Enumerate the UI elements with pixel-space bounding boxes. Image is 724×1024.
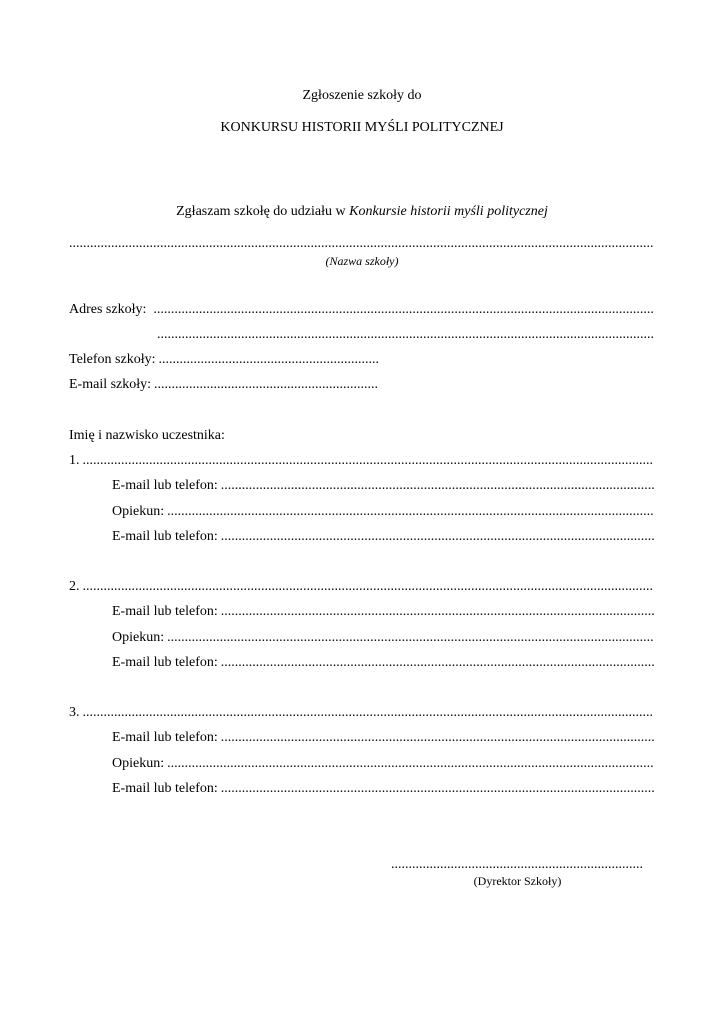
participant-3-number: 3. bbox=[69, 705, 80, 720]
form-title-line1: Zgłoszenie szkoły do bbox=[302, 88, 422, 103]
participant-1-name-field[interactable] bbox=[83, 452, 655, 470]
participant-3-name-field[interactable] bbox=[83, 704, 655, 722]
participant-1-guardian-row bbox=[112, 503, 654, 521]
intro-text: Zgłaszam szkołę do udziału w bbox=[176, 204, 350, 219]
participant-2-contact-field[interactable] bbox=[221, 603, 654, 621]
address-label: Adres szkoły: bbox=[69, 302, 147, 317]
director-signature-caption: (Dyrektor Szkoły) bbox=[473, 874, 562, 888]
participant-2-guardian-row bbox=[112, 629, 654, 647]
form-title-line2: KONKURSU HISTORII MYŚLI POLITYCZNEJ bbox=[220, 120, 504, 135]
email-field[interactable] bbox=[154, 376, 379, 394]
participant-2-guardian-field[interactable] bbox=[167, 629, 654, 647]
participant-3-contact-label: E-mail lub telefon: bbox=[112, 730, 218, 745]
participants-heading: Imię i nazwisko uczestnika: bbox=[69, 428, 225, 443]
participant-1-guardian-contact-label: E-mail lub telefon: bbox=[112, 529, 218, 544]
phone-label: Telefon szkoły: bbox=[69, 352, 156, 367]
participant-2-name-field[interactable] bbox=[83, 578, 655, 596]
participant-2-guardian-contact-label: E-mail lub telefon: bbox=[112, 655, 218, 670]
participant-2-guardian-label: Opiekun: bbox=[112, 630, 165, 645]
email-row bbox=[69, 376, 379, 394]
participant-1-row bbox=[69, 452, 654, 470]
participant-3-guardian-contact-field[interactable] bbox=[221, 780, 654, 798]
participant-3-contact-row bbox=[112, 729, 654, 747]
participant-3-guardian-row bbox=[112, 755, 654, 773]
participant-1-contact-row bbox=[112, 477, 654, 495]
participant-3-guardian-contact-label: E-mail lub telefon: bbox=[112, 781, 218, 796]
participant-2-number: 2. bbox=[69, 579, 80, 594]
participant-3-guardian-label: Opiekun: bbox=[112, 756, 165, 771]
email-label: E-mail szkoły: bbox=[69, 377, 152, 392]
intro-sentence bbox=[0, 203, 724, 221]
address-row bbox=[69, 301, 654, 319]
participant-2-guardian-contact-field[interactable] bbox=[221, 654, 654, 672]
participant-1-guardian-contact-row bbox=[112, 528, 654, 546]
participant-3-guardian-contact-row bbox=[112, 780, 654, 798]
address-field-line1[interactable] bbox=[153, 301, 654, 319]
participant-1-guardian-field[interactable] bbox=[167, 503, 654, 521]
participant-1-contact-label: E-mail lub telefon: bbox=[112, 478, 218, 493]
participant-1-number: 1. bbox=[69, 453, 80, 468]
participant-2-contact-row bbox=[112, 603, 654, 621]
participant-3-contact-field[interactable] bbox=[221, 729, 654, 747]
participant-2-guardian-contact-row bbox=[112, 654, 654, 672]
intro-competition-name: Konkursie historii myśli politycznej bbox=[349, 204, 548, 219]
participant-2-row bbox=[69, 578, 654, 596]
phone-row bbox=[69, 351, 380, 369]
participant-1-guardian-label: Opiekun: bbox=[112, 504, 165, 519]
participant-2-contact-label: E-mail lub telefon: bbox=[112, 604, 218, 619]
participant-3-row bbox=[69, 704, 654, 722]
school-name-field[interactable] bbox=[69, 235, 654, 253]
participant-3-guardian-field[interactable] bbox=[167, 755, 654, 773]
address-field-line2[interactable] bbox=[157, 326, 654, 344]
participant-1-contact-field[interactable] bbox=[221, 477, 654, 495]
participant-1-guardian-contact-field[interactable] bbox=[221, 528, 654, 546]
school-name-caption: (Nazwa szkoły) bbox=[325, 254, 399, 268]
phone-field[interactable] bbox=[159, 351, 381, 369]
